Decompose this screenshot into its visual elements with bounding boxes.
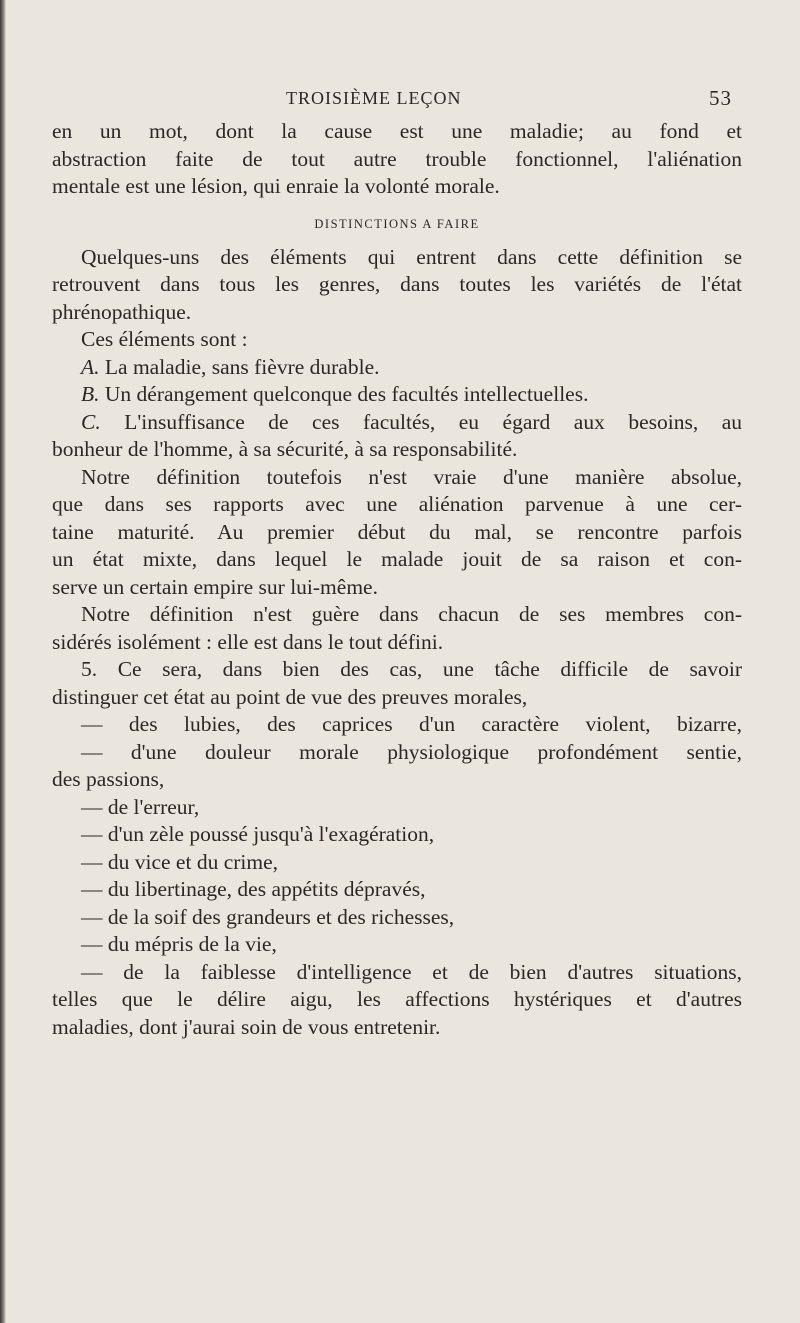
elements-intro: Ces éléments sont : bbox=[81, 327, 248, 351]
running-head bbox=[52, 88, 742, 118]
dash-item-continuation: des passions, bbox=[52, 767, 165, 791]
text-line: Quelques-uns des éléments qui entrent dans cette définition se bbox=[81, 244, 742, 269]
dash-item: — de la faiblesse d'intelligence et de bien d'autres situations, bbox=[81, 959, 742, 984]
item-text: Un dérangement quelconque des facultés intellectuelles. bbox=[104, 382, 589, 406]
dash-item: — du mépris de la vie, bbox=[81, 932, 277, 956]
dash-item: — de la soif des grandeurs et des richesses, bbox=[81, 904, 455, 929]
text-line: retrouvent dans tous les genres, dans toutes les variétés de l'état bbox=[52, 272, 742, 296]
dash-item-continuation: telles que le délire aigu, les affections hystériques et d'autres bbox=[52, 987, 742, 1011]
dash-item: — du libertinage, des appétits dépravés, bbox=[81, 877, 426, 901]
text-line: un état mixte, dans lequel le malade jouit de sa raison et con- bbox=[52, 547, 742, 571]
text-line: Notre définition toutefois n'est vraie d'une manière absolue, bbox=[81, 464, 742, 489]
text-line: phrénopathique. bbox=[52, 299, 192, 324]
text-line: abstraction faite de tout autre trouble fonctionnel, l'aliénation bbox=[52, 146, 742, 171]
paragraph-members bbox=[52, 601, 742, 656]
dash-item: — du vice et du crime, bbox=[81, 849, 279, 874]
dash-item: — des lubies, des caprices d'un caractère violent, bizarre, bbox=[81, 712, 742, 736]
paragraph-5 bbox=[52, 656, 742, 711]
text-line: bonheur de l'homme, à sa sécurité, à sa responsabilité. bbox=[52, 437, 518, 461]
binding-edge bbox=[0, 0, 6, 1323]
text-line: sidérés isolément : elle est dans le tout défini. bbox=[52, 629, 444, 654]
text-line: serve un certain empire sur lui-même. bbox=[52, 574, 378, 599]
list-item-c bbox=[52, 409, 742, 464]
dash-item-continuation: maladies, dont j'aurai soin de vous entretenir. bbox=[52, 1014, 441, 1039]
text-line: en un mot, dont la cause est une maladie; au fond et bbox=[52, 119, 742, 143]
page-body bbox=[52, 118, 742, 1041]
item-text: L'insuffisance de ces facultés, eu égard aux besoins, au bbox=[124, 409, 743, 434]
item-text: La maladie, sans fièvre durable. bbox=[104, 354, 380, 379]
item-letter: A. bbox=[81, 354, 100, 379]
running-head-title: TROISIÈME LEÇON bbox=[286, 88, 462, 108]
text-line: 5. Ce sera, dans bien des cas, une tâche difficile de savoir bbox=[81, 657, 742, 681]
dash-item: — de l'erreur, bbox=[81, 794, 200, 819]
text-line: que dans ses rapports avec une aliénation parvenue à une cer- bbox=[52, 492, 742, 516]
item-letter: C. bbox=[81, 409, 101, 434]
text-line bbox=[52, 409, 742, 437]
dash-item: — d'un zèle poussé jusqu'à l'exagération, bbox=[81, 822, 435, 846]
section-heading: DISTINCTIONS A FAIRE bbox=[314, 216, 480, 231]
item-letter: B. bbox=[81, 382, 100, 406]
dash-list bbox=[52, 711, 742, 1041]
page-number: 53 bbox=[709, 86, 732, 110]
book-page bbox=[52, 88, 742, 1041]
list-item-b bbox=[52, 381, 742, 409]
dash-item: — d'une douleur morale physiologique profondément sentie, bbox=[81, 739, 742, 764]
paragraph-intro bbox=[52, 118, 742, 201]
paragraph-elements bbox=[52, 244, 742, 327]
list-item-a bbox=[52, 354, 742, 382]
text-line: distinguer cet état au point de vue des preuves morales, bbox=[52, 684, 528, 709]
text-line: Notre définition n'est guère dans chacun de ses membres con- bbox=[81, 602, 742, 626]
paragraph-absolute bbox=[52, 464, 742, 602]
text-line: taine maturité. Au premier début du mal, se rencontre parfois bbox=[52, 519, 742, 544]
text-line: mentale est une lésion, qui enraie la volonté morale. bbox=[52, 174, 500, 198]
